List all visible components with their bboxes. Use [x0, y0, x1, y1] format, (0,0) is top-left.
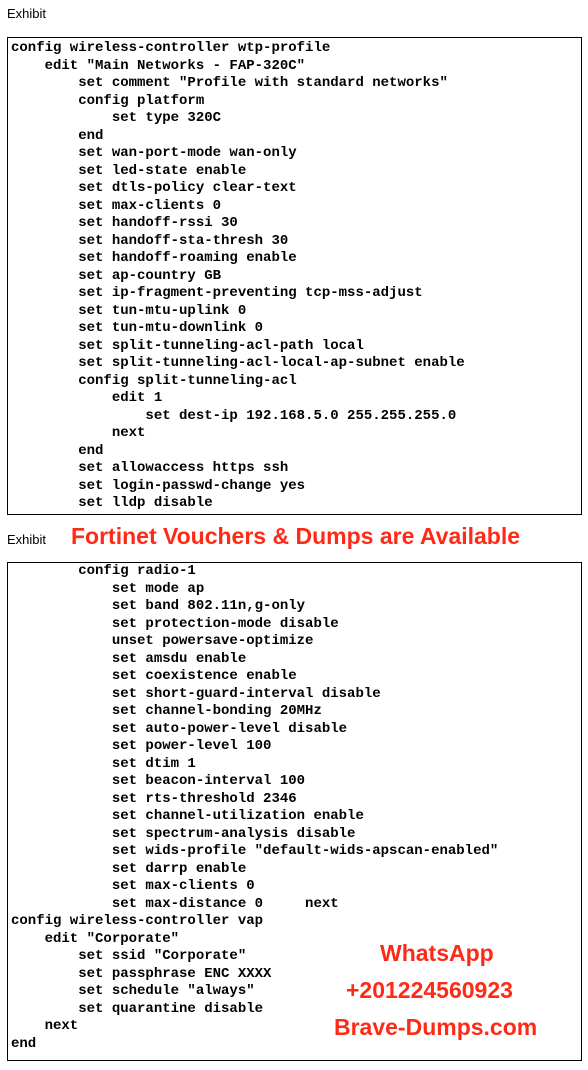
code-line: next — [11, 1018, 79, 1034]
exhibit-label-2: Exhibit — [7, 532, 47, 547]
code-line: set auto-power-level disable — [11, 720, 348, 737]
contact-website: Brave-Dumps.com — [334, 1014, 538, 1040]
code-line: set max-clients 0 — [11, 197, 222, 214]
code-line: edit "Corporate" — [11, 930, 180, 947]
code-line: unset powersave-optimize — [11, 633, 314, 649]
code-line: set spectrum-analysis disable — [11, 825, 356, 842]
exhibit-label-1: Exhibit — [7, 6, 47, 21]
code-line: set dtls-policy clear-text — [11, 180, 297, 196]
code-line: set quarantine disable — [11, 1000, 264, 1017]
code-line: set darrp enable — [11, 860, 247, 877]
code-line: set coexistence enable — [11, 668, 297, 684]
code-line: set max-distance 0 next — [11, 895, 339, 912]
code-line: config wireless-controller vap — [11, 913, 264, 929]
promo-banner: Fortinet Vouchers & Dumps are Available — [71, 523, 521, 549]
code-line: edit 1 — [11, 390, 163, 406]
code-line: end — [11, 442, 104, 459]
code-line: set passphrase ENC XXXX — [11, 965, 272, 982]
code-line: set led-state enable — [11, 162, 247, 179]
code-line: set handoff-rssi 30 — [11, 215, 238, 231]
code-line: set type 320C — [11, 110, 222, 126]
code-line: config split-tunneling-acl — [11, 372, 297, 389]
code-line: set allowaccess https ssh — [11, 460, 289, 476]
code-line: set short-guard-interval disable — [11, 685, 381, 702]
code-line: set split-tunneling-acl-path local — [11, 337, 364, 354]
code-line: config radio-1 — [11, 563, 196, 579]
code-line: set max-clients 0 — [11, 878, 255, 894]
code-line: set protection-mode disable — [11, 615, 339, 632]
code-line: set login-passwd-change yes — [11, 477, 306, 494]
code-line: set tun-mtu-uplink 0 — [11, 302, 247, 319]
code-line: set rts-threshold 2346 — [11, 790, 297, 807]
code-line: edit "Main Networks - FAP-320C" — [11, 57, 306, 74]
code-line: set beacon-interval 100 — [11, 773, 306, 789]
code-line: set channel-bonding 20MHz — [11, 703, 322, 719]
code-line: set tun-mtu-downlink 0 — [11, 320, 264, 336]
code-line: set band 802.11n,g-only — [11, 598, 306, 614]
code-line: set dest-ip 192.168.5.0 255.255.255.0 — [11, 407, 457, 424]
code-line: config platform — [11, 92, 205, 109]
code-line: set split-tunneling-acl-local-ap-subnet enable — [11, 355, 465, 371]
code-line: config wireless-controller wtp-profile — [11, 40, 331, 56]
code-line: next — [11, 425, 146, 441]
code-line: set dtim 1 — [11, 755, 196, 772]
code-line: set handoff-sta-thresh 30 — [11, 232, 289, 249]
code-line: set wids-profile "default-wids-apscan-enabled" — [11, 843, 499, 859]
code-block-1 — [8, 38, 581, 513]
code-line: set schedule "always" — [11, 983, 255, 999]
code-line: set wan-port-mode wan-only — [11, 145, 297, 161]
code-line: set mode ap — [11, 580, 205, 597]
contact-phone: +201224560923 — [346, 977, 513, 1003]
code-line: set ap-country GB — [11, 267, 222, 284]
code-line: set ssid "Corporate" — [11, 948, 247, 964]
code-line: set power-level 100 — [11, 738, 272, 754]
code-line: set channel-utilization enable — [11, 808, 364, 824]
code-line: set handoff-roaming enable — [11, 250, 297, 266]
code-line: set comment "Profile with standard networks" — [11, 75, 448, 91]
code-line: set ip-fragment-preventing tcp-mss-adjust — [11, 285, 423, 301]
contact-whatsapp: WhatsApp — [380, 940, 494, 966]
code-line: set lldp disable — [11, 495, 213, 511]
code-box-1 — [7, 37, 582, 515]
code-line: end — [11, 127, 104, 144]
code-line: end — [11, 1035, 37, 1052]
code-line: set amsdu enable — [11, 650, 247, 667]
